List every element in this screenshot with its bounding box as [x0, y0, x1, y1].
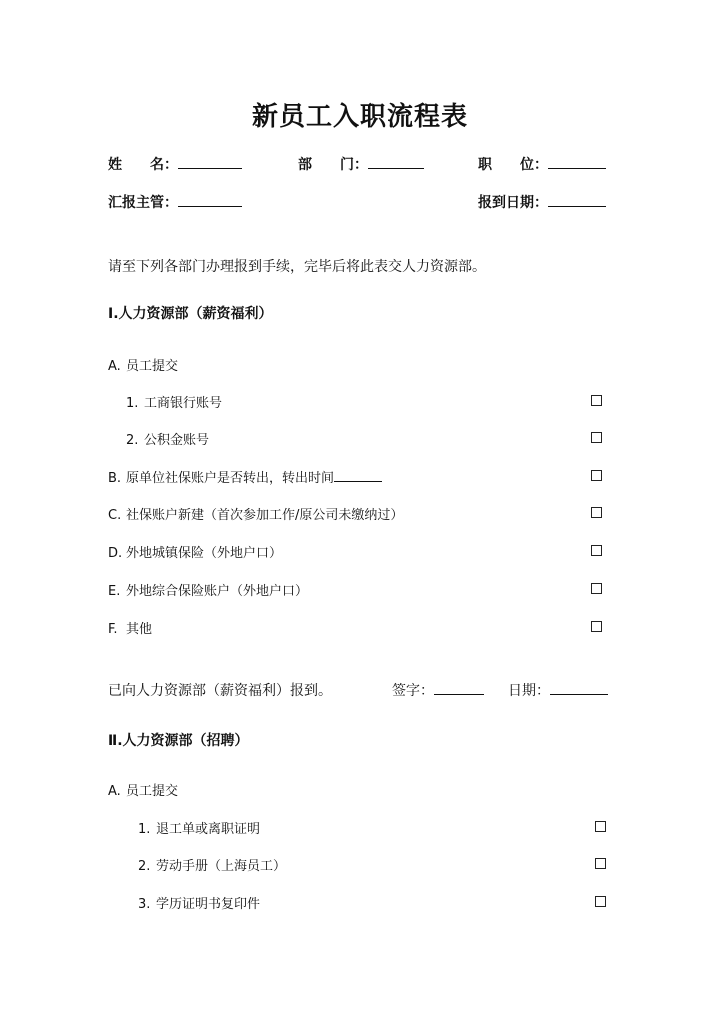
- item-text: 员工提交: [126, 359, 179, 374]
- list-item: [108, 580, 308, 599]
- item-marker: D.: [108, 546, 123, 561]
- item-marker: 1.: [138, 822, 151, 837]
- position-input[interactable]: [548, 154, 606, 169]
- list-item: [108, 542, 282, 561]
- item-marker: F.: [108, 622, 118, 637]
- sign-date-label: 日期：: [508, 683, 550, 699]
- list-item: [108, 780, 178, 799]
- checkbox[interactable]: [591, 470, 602, 481]
- item-text: 劳动手册（上海员工）: [156, 859, 287, 874]
- item-text: 退工单或离职证明: [156, 822, 261, 837]
- name-label: 姓 名：: [108, 157, 178, 173]
- signature-label: 签字：: [392, 683, 434, 699]
- position-label: 职 位：: [478, 157, 548, 173]
- checkbox[interactable]: [591, 432, 602, 443]
- list-item: [108, 467, 382, 486]
- list-item: [138, 893, 260, 912]
- item-marker: C.: [108, 508, 122, 523]
- item-text: 学历证明书复印件: [156, 897, 261, 912]
- item-text: 员工提交: [126, 784, 179, 799]
- checkbox[interactable]: [595, 821, 606, 832]
- item-marker: E.: [108, 584, 121, 599]
- list-item: [138, 818, 260, 837]
- section1-title: Ⅰ.人力资源部（薪资福利）: [108, 306, 273, 322]
- item-marker: 1.: [126, 396, 139, 411]
- report-date-label: 报到日期：: [478, 195, 548, 211]
- item-text: 原单位社保账户是否转出，转出时间: [126, 471, 335, 486]
- list-item: [108, 355, 178, 374]
- intro-text: 请至下列各部门办理报到手续，完毕后将此表交人力资源部。: [108, 259, 486, 275]
- checkbox[interactable]: [595, 896, 606, 907]
- transfer-time-input[interactable]: [334, 467, 382, 482]
- sign-date-field: [508, 680, 608, 700]
- item-marker: 2.: [138, 859, 151, 874]
- department-label: 部 门：: [298, 157, 368, 173]
- position-field: [478, 154, 606, 174]
- item-marker: B.: [108, 471, 122, 486]
- confirm-text: 已向人力资源部（薪资福利）报到。: [108, 683, 332, 699]
- checkbox[interactable]: [591, 507, 602, 518]
- item-text: 其他: [126, 622, 153, 637]
- item-marker: A.: [108, 359, 121, 374]
- supervisor-label: 汇报主管：: [108, 195, 178, 211]
- item-text: 外地综合保险账户（外地户口）: [126, 584, 309, 599]
- page-title: 新员工入职流程表: [251, 102, 468, 132]
- item-marker: 3.: [138, 897, 151, 912]
- item-text: 公积金账号: [144, 433, 210, 448]
- list-item: [108, 504, 403, 523]
- name-input[interactable]: [178, 154, 242, 169]
- supervisor-input[interactable]: [178, 192, 242, 207]
- checkbox[interactable]: [591, 545, 602, 556]
- list-item: [126, 392, 222, 411]
- item-marker: A.: [108, 784, 121, 799]
- list-item: [138, 855, 286, 874]
- department-input[interactable]: [368, 154, 424, 169]
- department-field: [298, 154, 424, 174]
- item-text: 社保账户新建（首次参加工作/原公司未缴纳过）: [126, 508, 404, 523]
- item-text: 工商银行账号: [144, 396, 223, 411]
- supervisor-field: [108, 192, 242, 212]
- report-date-input[interactable]: [548, 192, 606, 207]
- name-field: [108, 154, 242, 174]
- checkbox[interactable]: [595, 858, 606, 869]
- item-marker: 2.: [126, 433, 139, 448]
- signature-input[interactable]: [434, 680, 484, 695]
- checkbox[interactable]: [591, 395, 602, 406]
- section2-title: Ⅱ.人力资源部（招聘）: [108, 733, 249, 749]
- item-text: 外地城镇保险（外地户口）: [126, 546, 283, 561]
- list-item: [108, 618, 152, 637]
- report-date-field: [478, 192, 606, 212]
- checkbox[interactable]: [591, 621, 602, 632]
- sign-date-input[interactable]: [550, 680, 608, 695]
- list-item: [126, 429, 209, 448]
- signature-field: [392, 680, 484, 700]
- checkbox[interactable]: [591, 583, 602, 594]
